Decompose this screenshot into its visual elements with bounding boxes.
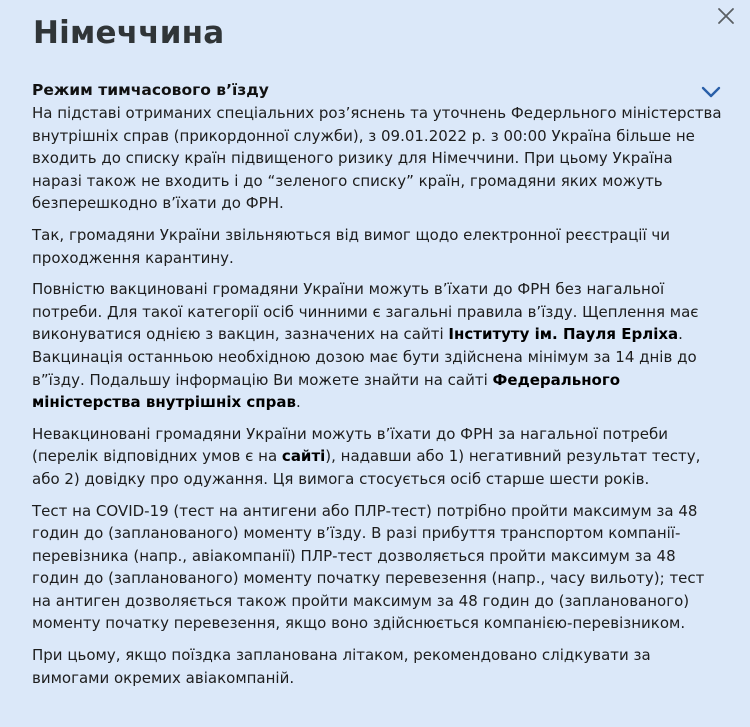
text-segment: . Вакцинація останньою необхідною дозою має бути здійснена мінімум за 14 днів до в”їзду. Подальшу інформацію Ви можете знайти на сайті <box>32 325 697 389</box>
paragraph-unvaccinated <box>32 423 722 491</box>
accordion-header[interactable] <box>32 78 722 102</box>
paragraph-vaccinated <box>32 278 722 414</box>
text-segment: Невакциновані громадяни України можуть в’їхати до ФРН за нагальної потреби (перелік відповідних умов є на <box>32 424 669 466</box>
text-segment: . <box>295 393 301 412</box>
text-segment: Повністю вакциновані громадяни України можуть в’їхати до ФРН без нагальної потреби. Для такої категорії осіб чинними є загальні правила в’їзду. Щеплення має виконуватися однією з вакцин, зазначених на сайті <box>32 280 699 344</box>
link-site[interactable]: сайті <box>281 447 326 466</box>
chevron-down-icon[interactable] <box>700 84 722 100</box>
page-title: Німеччина <box>33 15 225 51</box>
accordion-body <box>32 102 722 689</box>
paragraph-exemption: Так, громадяни України звільняються від вимог щодо електронної реєстрації чи проходження карантину. <box>32 225 671 267</box>
paragraph-status: На підставі отриманих спеціальних роз’яснень та уточнень Федерльного міністерства внутрішніх справ (прикордонної служби), з 09.01.2022 р. з 00:00 Україна більше не входить до списку країн підвищеного ризику для Німеччини. При цьому Україна наразі також не входить і до “зеленого списку” країн, громадяни яких можуть безперешкодно в’їхати до ФРН. <box>32 104 722 213</box>
link-paul-ehrlich-institute[interactable]: Інституту ім. Пауля Ерліха <box>448 325 679 344</box>
section-title: Режим тимчасового в’їзду <box>32 81 269 99</box>
accordion-section-temporary-entry <box>32 78 722 698</box>
paragraph-airlines: При цьому, якщо поїздка запланована літаком, рекомендовано слідкувати за вимогами окремих авіакомпаній. <box>32 646 651 687</box>
close-icon <box>714 4 738 28</box>
text-segment: ), надавши або 1) негативний результат тесту, або 2) довідку про одужання. Ця вимога стосується осіб старше шести років. <box>32 447 701 488</box>
link-federal-ministry-interior[interactable]: Федерального міністерства внутрішніх справ <box>32 370 621 412</box>
paragraph-testing: Тест на COVID-19 (тест на антигени або ПЛР-тест) потрібно пройти максимум за 48 годин до (запланованого) моменту в’їзду. В разі прибуття транспортом компанії-перевізника (напр., авіакомпанії) ПЛР-тест дозволяється пройти максимум за 48 годин до (запланованого) моменту початку перевезення (напр., часу вильоту); тест на антиген дозволяється також пройти максимум за 48 годин до (запланованого) моменту початку перевезення, якщо воно здійснюється компанією-перевізником. <box>32 501 705 633</box>
close-button[interactable] <box>714 4 738 28</box>
